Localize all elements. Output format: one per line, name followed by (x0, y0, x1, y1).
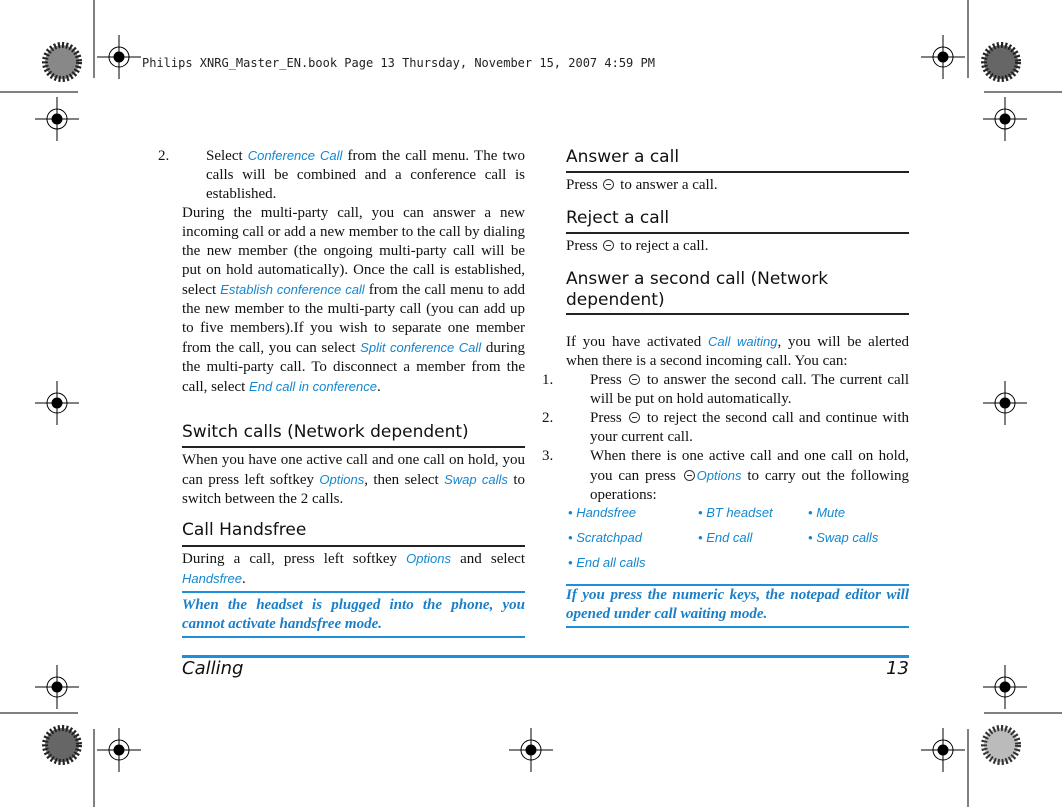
call-handsfree-heading: Call Handsfree (182, 520, 307, 540)
answer-call-text: Press to answer a call. (566, 177, 718, 193)
step-2: 2. Select Conference Call from the call menu. The two calls will be combined and a conference call is established. (158, 148, 525, 202)
section-title: Calling (182, 658, 244, 679)
page-number: 13 (886, 658, 909, 679)
second-call-heading: Answer a second call (Network dependent) (566, 269, 829, 310)
call-key-icon (629, 374, 640, 385)
option-end-call: • End call (698, 530, 753, 545)
options-link: Options (319, 472, 365, 487)
end-key-icon (603, 240, 614, 251)
divider (182, 545, 525, 547)
step-3: 3. When there is one active call and one call on hold, you can press Options to carry out the following operations: (542, 448, 909, 503)
split-conference-link: Split conference Call (360, 340, 482, 355)
switch-calls-heading: Switch calls (Network dependent) (182, 422, 469, 442)
option-swap-calls: • Swap calls (808, 530, 879, 545)
step-number: 2. (158, 148, 170, 164)
end-call-conference-link: End call in conference (249, 379, 377, 394)
establish-conference-link: Establish conference call (220, 282, 365, 297)
notepad-note: If you press the numeric keys, the notepad editor will opened under call waiting mode. (566, 587, 909, 622)
headset-note: When the headset is plugged into the phone, you cannot activate handsfree mode. (182, 597, 525, 632)
option-end-all-calls: • End all calls (568, 555, 646, 570)
switch-calls-paragraph: When you have one active call and one call on hold, you can press left softkey Options, then select Swap calls to switch between the 2 calls. (182, 452, 525, 507)
second-call-body (542, 332, 910, 505)
note-top-rule (182, 591, 525, 593)
reject-call-text: Press to reject a call. (566, 238, 709, 254)
option-scratchpad: • Scratchpad (568, 530, 642, 545)
end-key-icon (629, 412, 640, 423)
option-mute: • Mute (808, 505, 846, 520)
answer-call-heading: Answer a call (566, 147, 680, 167)
left-column (158, 146, 525, 397)
call-waiting-link: Call waiting (707, 334, 778, 349)
option-handsfree: • Handsfree (568, 505, 637, 520)
divider (566, 171, 909, 173)
multiparty-paragraph: During the multi-party call, you can answer a new incoming call or add a new member to the call by dialing the new member (the ongoing multi-party call will be put on hold automatically). Once the call is established, select Establish conference call from the call menu to add the new member to the multi-party call (you can add up to five members).If you wish to separate one member from the call, you can select Split conference Call during the multi-party call. To disconnect a member from the call, select End call in conference. (182, 205, 525, 395)
handsfree-link: Handsfree (182, 571, 242, 586)
reject-call-heading: Reject a call (566, 208, 670, 228)
print-header-line: Philips XNRG_Master_EN.book Page 13 Thursday, November 15, 2007 4:59 PM (142, 56, 655, 70)
swap-calls-link: Swap calls (444, 472, 508, 487)
divider (182, 446, 525, 448)
option-bt-headset: • BT headset (698, 505, 773, 520)
options-link: Options (696, 468, 742, 483)
divider (566, 313, 909, 315)
options-link: Options (406, 551, 451, 566)
footer-rule (182, 655, 909, 658)
conference-call-link: Conference Call (247, 148, 343, 163)
step-1: 1. Press to answer the second call. The current call will be put on hold automatically. (542, 372, 910, 407)
divider (566, 232, 909, 234)
note-bottom-rule (182, 636, 525, 638)
step-2: 2. Press to reject the second call and continue with your current call. (542, 410, 910, 445)
handsfree-paragraph: During a call, press left softkey Options and select Handsfree. (182, 551, 525, 587)
intro-paragraph: If you have activated Call waiting, you will be alerted when there is a second incoming call. You can: (566, 334, 909, 369)
softkey-icon (684, 470, 695, 481)
call-key-icon (603, 179, 614, 190)
note-bottom-rule (566, 626, 909, 628)
